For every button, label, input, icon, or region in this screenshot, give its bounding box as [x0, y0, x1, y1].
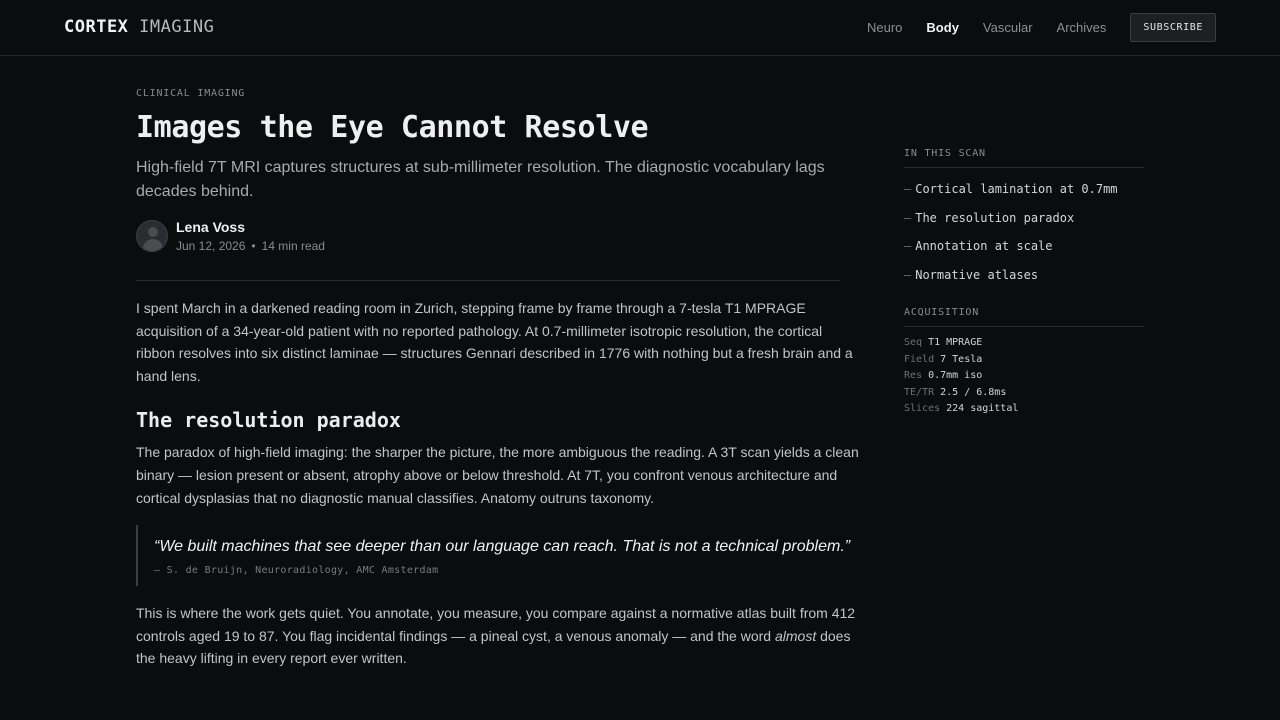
spec-value: 0.7mm iso: [928, 370, 983, 382]
byline: [136, 218, 860, 254]
article-title: Images the Eye Cannot Resolve: [136, 110, 649, 145]
section-heading: The resolution paradox: [136, 408, 401, 433]
nav-link-neuro[interactable]: Neuro: [867, 20, 903, 35]
nav-link-vascular[interactable]: Vascular: [982, 20, 1033, 35]
dash-icon: –: [904, 210, 912, 225]
spec-row: [904, 368, 1144, 385]
author-name[interactable]: Lena Voss: [176, 219, 245, 235]
spec-key: TE/TR: [904, 386, 935, 398]
pull-quote: [136, 525, 860, 586]
quote-text: “We built machines that see deeper than our language can reach. That is not a technical problem.”: [154, 538, 851, 556]
paragraph: The paradox of high-field imaging: the sharper the picture, the more ambiguous the reading. A 3T scan yields a clean binary — lesion present or absent, atrophy above or below threshold. At 7T, you confront venous architecture and cortical dysplasias that no diagnostic manual classifies. Anatomy outruns taxonomy.: [136, 444, 859, 506]
toc-item-label: Cortical lamination at 0.7mm: [915, 182, 1118, 196]
spec-row: [904, 401, 1144, 418]
emphasis-text: almost: [774, 627, 817, 644]
avatar-head-icon: [148, 227, 158, 237]
spec-key: Seq: [904, 337, 923, 349]
toc-item-label: The resolution paradox: [915, 210, 1075, 225]
toc-heading: IN THIS SCAN: [904, 148, 1144, 168]
paragraph-text: This is where the work gets quiet. You annotate, you measure, you compare against a normative atlas built from 412 controls aged 19 to 87. You flag incidental findings — a pineal cyst, a venous anomaly — and the word: [136, 605, 856, 644]
brand-name-light: IMAGING: [139, 17, 215, 37]
spec-row: [904, 352, 1144, 369]
sidebar: [904, 148, 1144, 418]
paragraph-text: does the heavy lifting in every report ever written.: [136, 627, 851, 667]
subscribe-button[interactable]: SUBSCRIBE: [1130, 13, 1216, 42]
acquisition-specs: [904, 335, 1144, 418]
spec-value: 7 Tesla: [940, 353, 983, 365]
nav-link-archives[interactable]: Archives: [1056, 20, 1107, 35]
spec-key: Res: [904, 370, 923, 382]
paragraph: I spent March in a darkened reading room in Zurich, stepping frame by frame through a 7-tesla T1 MPRAGE acquisition of a 34-year-old patient with no reported pathology. At 0.7-millimeter isotropic resolution, the cortical ribbon resolves into six distinct laminae — structures Gennari described in 1776 with nothing but a fresh brain and a hand lens.: [136, 300, 853, 384]
toc-item[interactable]: [904, 238, 1144, 254]
avatar-body-icon: [143, 239, 163, 252]
publish-date: Jun 12, 2026: [176, 239, 246, 253]
byline-text: [176, 219, 325, 253]
table-of-contents: [904, 181, 1144, 283]
acquisition-heading: ACQUISITION: [904, 307, 1144, 327]
spec-key: Slices: [904, 403, 941, 415]
spec-value: T1 MPRAGE: [928, 337, 983, 349]
read-time: 14 min read: [261, 239, 325, 253]
toc-item-label: Annotation at scale: [915, 239, 1053, 254]
article-subtitle: High-field 7T MRI captures structures at sub-millimeter resolution. The diagnostic vocabulary lags decades behind.: [136, 159, 825, 200]
toc-item[interactable]: [904, 210, 1144, 226]
dash-icon: –: [904, 182, 912, 196]
spec-row: [904, 335, 1144, 352]
spec-value: 224 sagittal: [946, 403, 1019, 415]
toc-item[interactable]: [904, 181, 1144, 197]
spec-key: Field: [904, 353, 935, 365]
top-navigation-bar: [0, 0, 1280, 56]
brand-name-bold: CORTEX: [64, 17, 129, 37]
spec-row: [904, 385, 1144, 402]
divider: [136, 280, 840, 281]
dash-icon: –: [904, 239, 912, 254]
nav-link-body[interactable]: Body: [926, 20, 959, 35]
article-meta: [176, 239, 325, 253]
site-logo[interactable]: [64, 17, 214, 37]
toc-item[interactable]: [904, 267, 1144, 283]
quote-attribution: — S. de Bruijn, Neuroradiology, AMC Amsterdam: [154, 565, 439, 577]
spec-value: 2.5 / 6.8ms: [940, 386, 1007, 398]
meta-separator: •: [251, 239, 256, 253]
main-nav: [867, 13, 1216, 42]
author-avatar[interactable]: [136, 220, 168, 252]
article-category: CLINICAL IMAGING: [136, 88, 246, 99]
dash-icon: –: [904, 268, 912, 283]
toc-item-label: Normative atlases: [915, 268, 1039, 283]
article: [136, 88, 860, 670]
paragraph: [136, 602, 860, 670]
